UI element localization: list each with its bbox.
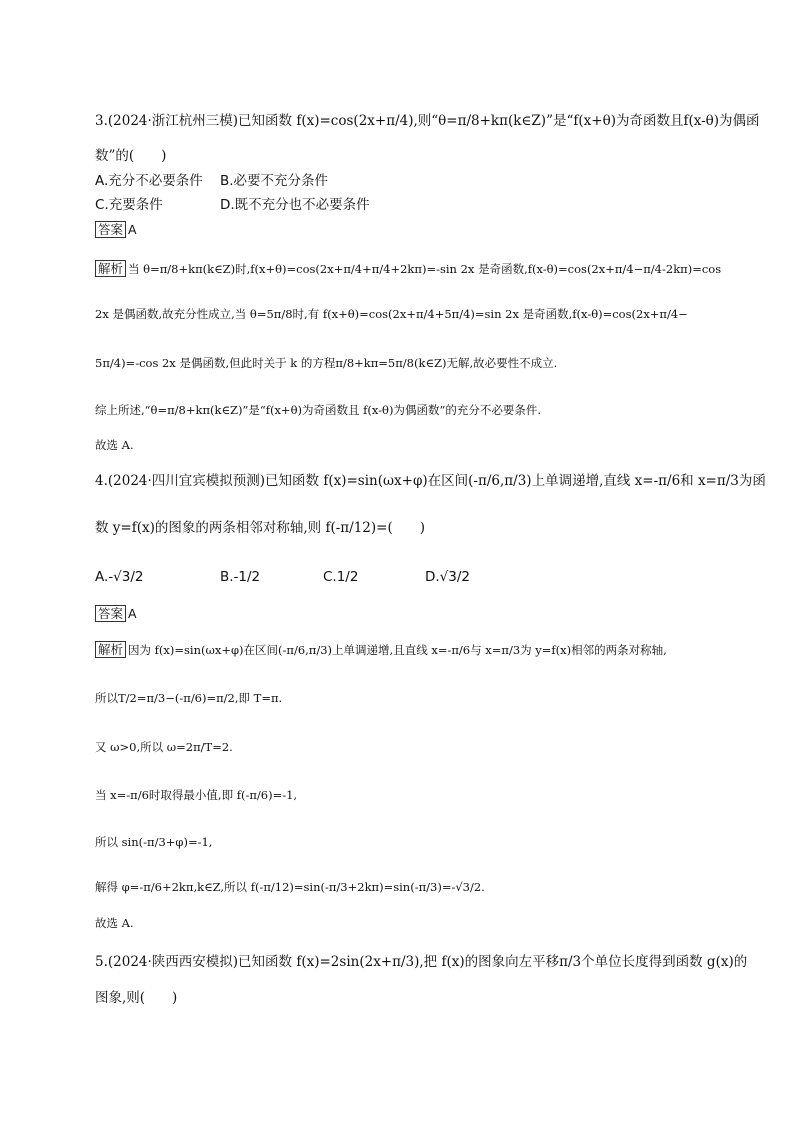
analysis-label: 解析: [95, 641, 126, 658]
q3-analysis-line4: 综上所述,“θ=π/8+kπ(k∈Z)”是“f(x+θ)为奇函数且 f(x-θ)为偶函数”的充分不必要条件.: [95, 403, 541, 417]
q4-analysis-line1: 因为 f(x)=sin(ωx+φ)在区间(-π/6,π/3)上单调递增,且直线 x=-π/6与 x=π/3为 y=f(x)相邻的两条对称轴,: [128, 643, 667, 657]
q3-answer: A: [128, 222, 137, 237]
q4-analysis-line5: 所以 sin(-π/3+φ)=-1,: [95, 835, 213, 849]
q4-analysis-line3: 又 ω>0,所以 ω=2π/T=2.: [95, 740, 233, 754]
q4-answer: A: [128, 606, 137, 621]
q4-analysis-line7: 故选 A.: [95, 916, 134, 930]
q4-stem-line2: 数 y=f(x)的图象的两条相邻对称轴,则 f(-π/12)=( ): [95, 520, 425, 536]
q4-option-b: B.-1/2: [220, 569, 261, 585]
q4-answer-row: [95, 605, 710, 622]
q3-stem-line1: 3.(2024·浙江杭州三模)已知函数 f(x)=cos(2x+π/4),则“θ=π/8+kπ(k∈Z)”是“f(x+θ)为奇函数且f(x-θ)为偶函: [95, 113, 760, 129]
q3-option-c: C.充要条件: [95, 197, 163, 213]
q3-analysis-line2: 2x 是偶函数,故充分性成立,当 θ=5π/8时,有 f(x+θ)=cos(2x+π/4+5π/4)=sin 2x 是奇函数,f(x-θ)=cos(2x+π/4−: [95, 307, 688, 321]
q3-option-b: B.必要不充分条件: [220, 173, 329, 189]
q3-stem-line2: 数”的( ): [95, 148, 167, 164]
q4-analysis-row: [95, 641, 710, 658]
q4-option-a: A.-√3/2: [95, 569, 144, 585]
q4-analysis-line4: 当 x=-π/6时取得最小值,即 f(-π/6)=-1,: [95, 788, 298, 802]
answer-label: 答案: [95, 221, 126, 238]
q3-analysis-line5: 故选 A.: [95, 438, 134, 452]
q5-stem-line2: 图象,则( ): [95, 990, 178, 1006]
q3-option-a: A.充分不必要条件: [95, 173, 203, 189]
answer-label: 答案: [95, 605, 126, 622]
q4-option-c: C.1/2: [323, 569, 359, 585]
q3-analysis-line3: 5π/4)=-cos 2x 是偶函数,但此时关于 k 的方程π/8+kπ=5π/8(k∈Z)无解,故必要性不成立.: [95, 356, 558, 370]
q4-analysis-line2: 所以T/2=π/3−(-π/6)=π/2,即 T=π.: [95, 691, 283, 705]
q4-analysis-line6: 解得 φ=-π/6+2kπ,k∈Z,所以 f(-π/12)=sin(-π/3+2kπ)=sin(-π/3)=-√3/2.: [95, 880, 485, 894]
q3-analysis-row: [95, 260, 722, 277]
q4-stem-line1: 4.(2024·四川宜宾模拟预测)已知函数 f(x)=sin(ωx+φ)在区间(-π/6,π/3)上单调递增,直线 x=-π/6和 x=π/3为函: [95, 473, 766, 489]
q5-stem-line1: 5.(2024·陕西西安模拟)已知函数 f(x)=2sin(2x+π/3),把 f(x)的图象向左平移π/3个单位长度得到函数 g(x)的: [95, 954, 748, 970]
q3-option-d: D.既不充分也不必要条件: [220, 197, 370, 213]
q3-analysis-line1: 当 θ=π/8+kπ(k∈Z)时,f(x+θ)=cos(2x+π/4+π/4+2kπ)=-sin 2x 是奇函数,f(x-θ)=cos(2x+π/4−π/4-2kπ)=cos: [128, 262, 722, 276]
analysis-label: 解析: [95, 260, 126, 277]
q4-option-d: D.√3/2: [425, 569, 471, 585]
q3-answer-row: [95, 221, 710, 238]
